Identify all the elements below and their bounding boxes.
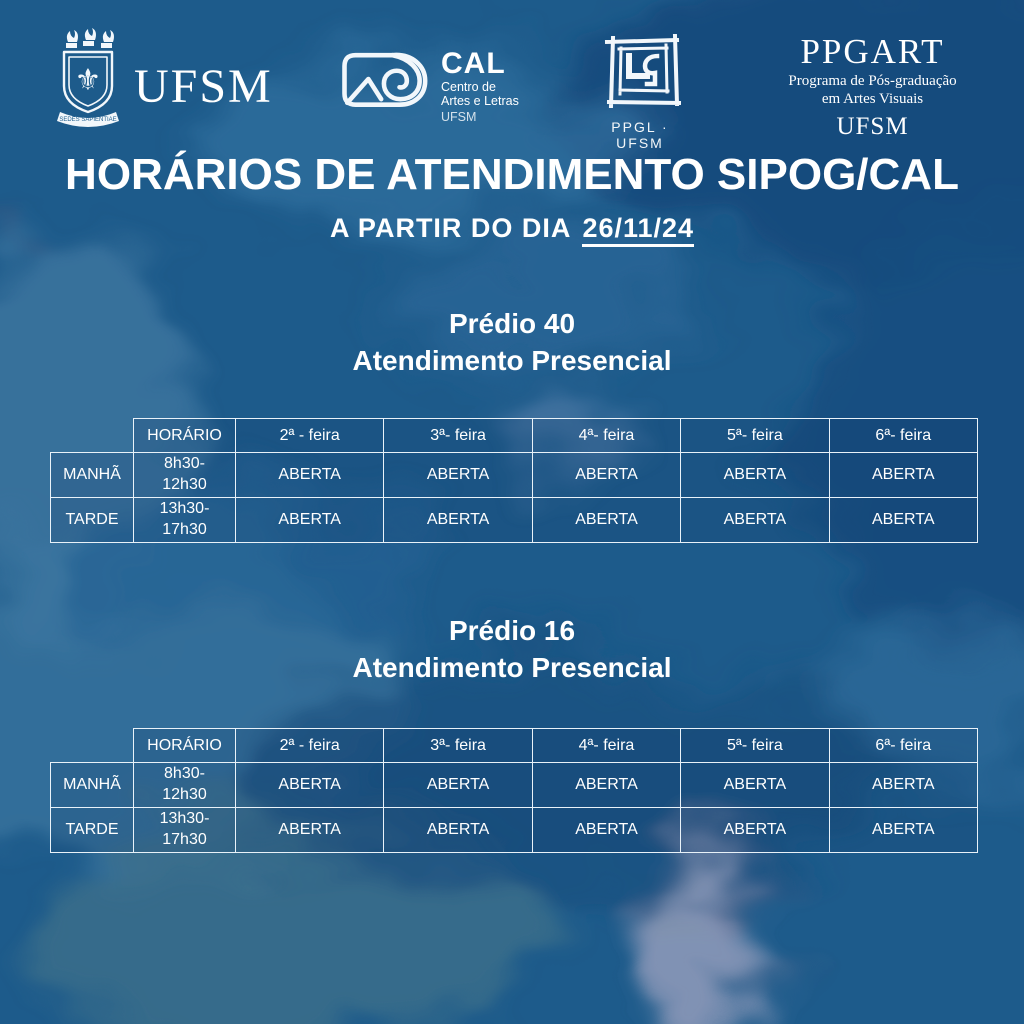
status-cell: ABERTA bbox=[681, 763, 829, 808]
status-cell: ABERTA bbox=[236, 808, 384, 853]
table-row bbox=[51, 498, 978, 543]
schedule-table-predio-16 bbox=[50, 728, 978, 853]
status-cell: ABERTA bbox=[681, 453, 829, 498]
header-quarta: 4ª- feira bbox=[532, 419, 680, 453]
status-cell: ABERTA bbox=[532, 498, 680, 543]
service-type: Atendimento Presencial bbox=[352, 651, 672, 683]
period-cell: MANHÃ bbox=[51, 763, 134, 808]
header-terca: 3ª- feira bbox=[384, 729, 532, 763]
status-cell: ABERTA bbox=[829, 763, 977, 808]
header-segunda: 2ª - feira bbox=[236, 419, 384, 453]
corner-cell bbox=[51, 729, 134, 763]
period-cell: TARDE bbox=[51, 808, 134, 853]
ppgl-logo bbox=[585, 32, 695, 151]
service-type: Atendimento Presencial bbox=[352, 344, 672, 376]
status-cell: ABERTA bbox=[384, 453, 532, 498]
status-cell: ABERTA bbox=[532, 808, 680, 853]
status-cell: ABERTA bbox=[532, 453, 680, 498]
status-cell: ABERTA bbox=[236, 763, 384, 808]
cal-acronym: CAL bbox=[441, 47, 506, 80]
building-name: Prédio 16 bbox=[448, 615, 576, 646]
subtitle-prefix: A PARTIR DO DIA bbox=[329, 213, 572, 243]
status-cell: ABERTA bbox=[681, 808, 829, 853]
ppgart-ufsm-label: UFSM bbox=[836, 113, 909, 140]
ppgart-logo bbox=[755, 32, 990, 141]
table-header-row bbox=[51, 729, 978, 763]
header-quinta: 5ª- feira bbox=[681, 419, 829, 453]
ufsm-wordmark: UFSM bbox=[134, 59, 273, 113]
header-horario: HORÁRIO bbox=[134, 419, 236, 453]
ppgart-acronym: PPGART bbox=[800, 32, 945, 71]
schedule-table-predio-40 bbox=[50, 418, 978, 543]
time-cell: 13h30- 17h30 bbox=[134, 498, 236, 543]
table-header-row bbox=[51, 419, 978, 453]
time-cell: 8h30- 12h30 bbox=[134, 453, 236, 498]
cal-ufsm-label: UFSM bbox=[441, 109, 477, 124]
header-sexta: 6ª- feira bbox=[829, 419, 977, 453]
status-cell: ABERTA bbox=[681, 498, 829, 543]
cal-subtitle-line: Centro de bbox=[441, 79, 496, 94]
status-cell: ABERTA bbox=[384, 498, 532, 543]
time-cell: 8h30- 12h30 bbox=[134, 763, 236, 808]
table-row bbox=[51, 808, 978, 853]
cal-logo bbox=[333, 46, 519, 124]
header-quarta: 4ª- feira bbox=[532, 729, 680, 763]
ppgl-frame-icon bbox=[601, 32, 685, 112]
header-terca: 3ª- feira bbox=[384, 419, 532, 453]
status-cell: ABERTA bbox=[384, 808, 532, 853]
header-segunda: 2ª - feira bbox=[236, 729, 384, 763]
status-cell: ABERTA bbox=[236, 453, 384, 498]
status-cell: ABERTA bbox=[384, 763, 532, 808]
ufsm-crest-icon bbox=[56, 28, 120, 130]
header-sexta: 6ª- feira bbox=[829, 729, 977, 763]
header-horario: HORÁRIO bbox=[134, 729, 236, 763]
section-heading-predio-40 bbox=[0, 306, 1024, 380]
header-quinta: 5ª- feira bbox=[681, 729, 829, 763]
table-row bbox=[51, 763, 978, 808]
table-row bbox=[51, 453, 978, 498]
section-heading-predio-16 bbox=[0, 613, 1024, 687]
building-name: Prédio 40 bbox=[448, 308, 576, 339]
period-cell: TARDE bbox=[51, 498, 134, 543]
ppgart-subtitle-line: em Artes Visuais bbox=[821, 91, 924, 107]
cal-subtitle-line: Artes e Letras bbox=[441, 93, 519, 108]
status-cell: ABERTA bbox=[532, 763, 680, 808]
status-cell: ABERTA bbox=[829, 453, 977, 498]
poster-title: HORÁRIOS DE ATENDIMENTO SIPOG/CAL bbox=[65, 150, 959, 199]
period-cell: MANHÃ bbox=[51, 453, 134, 498]
status-cell: ABERTA bbox=[236, 498, 384, 543]
ppgart-subtitle-line: Programa de Pós-graduação bbox=[788, 73, 957, 89]
ppgl-caption: PPGL · UFSM bbox=[611, 119, 669, 151]
svg-text:⚜: ⚜ bbox=[74, 63, 102, 98]
poster-subtitle bbox=[0, 213, 1024, 244]
start-date: 26/11/24 bbox=[582, 213, 694, 247]
ufsm-logo bbox=[56, 28, 273, 130]
corner-cell bbox=[51, 419, 134, 453]
ufsm-motto: SEDES SAPIENTIAE bbox=[59, 117, 117, 123]
cal-wave-icon bbox=[333, 46, 433, 112]
status-cell: ABERTA bbox=[829, 498, 977, 543]
status-cell: ABERTA bbox=[829, 808, 977, 853]
time-cell: 13h30- 17h30 bbox=[134, 808, 236, 853]
